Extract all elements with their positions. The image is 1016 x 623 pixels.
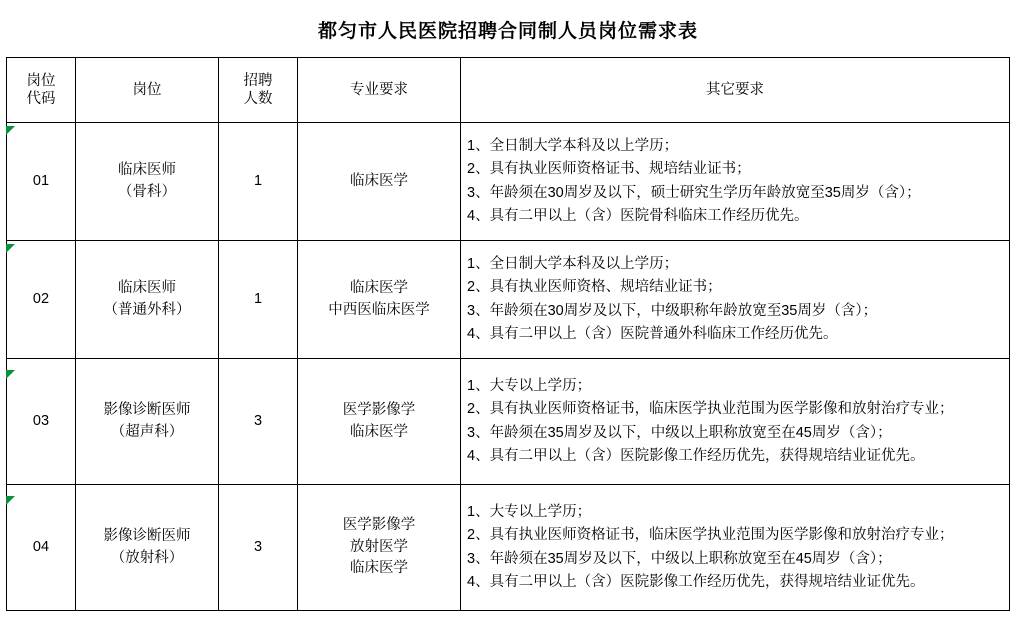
requirement-line: 2、具有执业医师资格证书，临床医学执业范围为医学影像和放射治疗专业；	[467, 401, 954, 418]
table-body	[7, 123, 1010, 611]
requirement-line: 4、具有二甲以上（含）医院影像工作经历优先，获得规培结业证优先。	[467, 447, 925, 464]
post-name-line2: （普通外科）	[103, 301, 191, 318]
cell-post-code: 01	[7, 123, 76, 241]
cell-other-requirements	[461, 485, 1010, 611]
post-code-header-line1: 岗位	[26, 72, 56, 89]
major-line: 医学影像学	[342, 401, 416, 418]
cell-other-requirements	[461, 123, 1010, 241]
table-header-row	[7, 58, 1010, 123]
major-line: 中西医临床医学	[328, 301, 430, 318]
post-name-line1: 临床医师	[118, 279, 176, 296]
number-header-line2: 人数	[243, 91, 273, 107]
cell-number: 1	[219, 123, 298, 241]
table-row	[7, 359, 1010, 485]
post-name-line1: 临床医师	[118, 161, 176, 178]
cell-post-name	[76, 485, 219, 611]
cell-post-code: 03	[7, 359, 76, 485]
cell-major	[298, 359, 461, 485]
requirement-line: 4、具有二甲以上（含）医院骨科临床工作经历优先。	[467, 207, 809, 224]
cell-post-name	[76, 123, 219, 241]
cell-post-code: 02	[7, 241, 76, 359]
major-line: 医学影像学	[342, 516, 416, 533]
requirement-line: 4、具有二甲以上（含）医院影像工作经历优先，获得规培结业证优先。	[467, 573, 925, 590]
page-title: 都匀市人民医院招聘合同制人员岗位需求表	[317, 21, 698, 42]
cell-other-requirements	[461, 359, 1010, 485]
requirement-line: 1、全日制大学本科及以上学历；	[467, 137, 679, 154]
cell-post-name	[76, 359, 219, 485]
major-line: 临床医学	[350, 279, 408, 296]
requirement-line: 3、年龄须在35周岁及以下，中级以上职称放宽至在45周岁（含）；	[467, 550, 892, 567]
cell-number: 1	[219, 241, 298, 359]
cell-other-requirements	[461, 241, 1010, 359]
requirement-line: 3、年龄须在30周岁及以下，硕士研究生学历年龄放宽至35周岁（含）；	[467, 184, 921, 201]
recruitment-requirements-table	[6, 57, 1010, 611]
column-header-other: 其它要求	[461, 58, 1010, 123]
requirement-line: 1、全日制大学本科及以上学历；	[467, 255, 679, 272]
column-header-post: 岗位	[76, 58, 219, 123]
requirement-line: 4、具有二甲以上（含）医院普通外科临床工作经历优先。	[467, 325, 838, 342]
column-header-post-code	[7, 58, 76, 123]
cell-major	[298, 241, 461, 359]
major-line: 临床医学	[350, 560, 408, 577]
major-line: 临床医学	[350, 172, 408, 189]
column-header-major: 专业要求	[298, 58, 461, 123]
post-name-line1: 影像诊断医师	[103, 527, 191, 544]
requirement-line: 1、大专以上学历；	[467, 377, 592, 394]
post-name-line2: （超声科）	[110, 423, 184, 440]
requirement-line: 1、大专以上学历；	[467, 503, 592, 520]
post-code-header-line2: 代码	[26, 91, 56, 107]
requirement-line: 2、具有执业医师资格、规培结业证书；	[467, 279, 722, 296]
requirement-line: 3、年龄须在35周岁及以下，中级以上职称放宽至在45周岁（含）；	[467, 424, 892, 441]
requirement-line: 2、具有执业医师资格证书、规培结业证书；	[467, 161, 751, 178]
cell-major	[298, 123, 461, 241]
post-name-line2: （放射科）	[110, 549, 184, 566]
cell-number: 3	[219, 359, 298, 485]
table-row	[7, 123, 1010, 241]
post-name-line2: （骨科）	[118, 183, 176, 200]
column-header-number	[219, 58, 298, 123]
post-name-line1: 影像诊断医师	[103, 401, 191, 418]
major-line: 放射医学	[350, 538, 408, 555]
cell-number: 3	[219, 485, 298, 611]
cell-post-name	[76, 241, 219, 359]
major-line: 临床医学	[350, 423, 408, 440]
number-header-line1: 招聘	[243, 72, 273, 89]
table-row	[7, 485, 1010, 611]
cell-post-code: 04	[7, 485, 76, 611]
requirement-line: 3、年龄须在30周岁及以下，中级职称年龄放宽至35周岁（含）；	[467, 302, 878, 319]
requirement-line: 2、具有执业医师资格证书，临床医学执业范围为医学影像和放射治疗专业；	[467, 527, 954, 544]
cell-major	[298, 485, 461, 611]
table-header	[7, 58, 1010, 123]
table-row	[7, 241, 1010, 359]
